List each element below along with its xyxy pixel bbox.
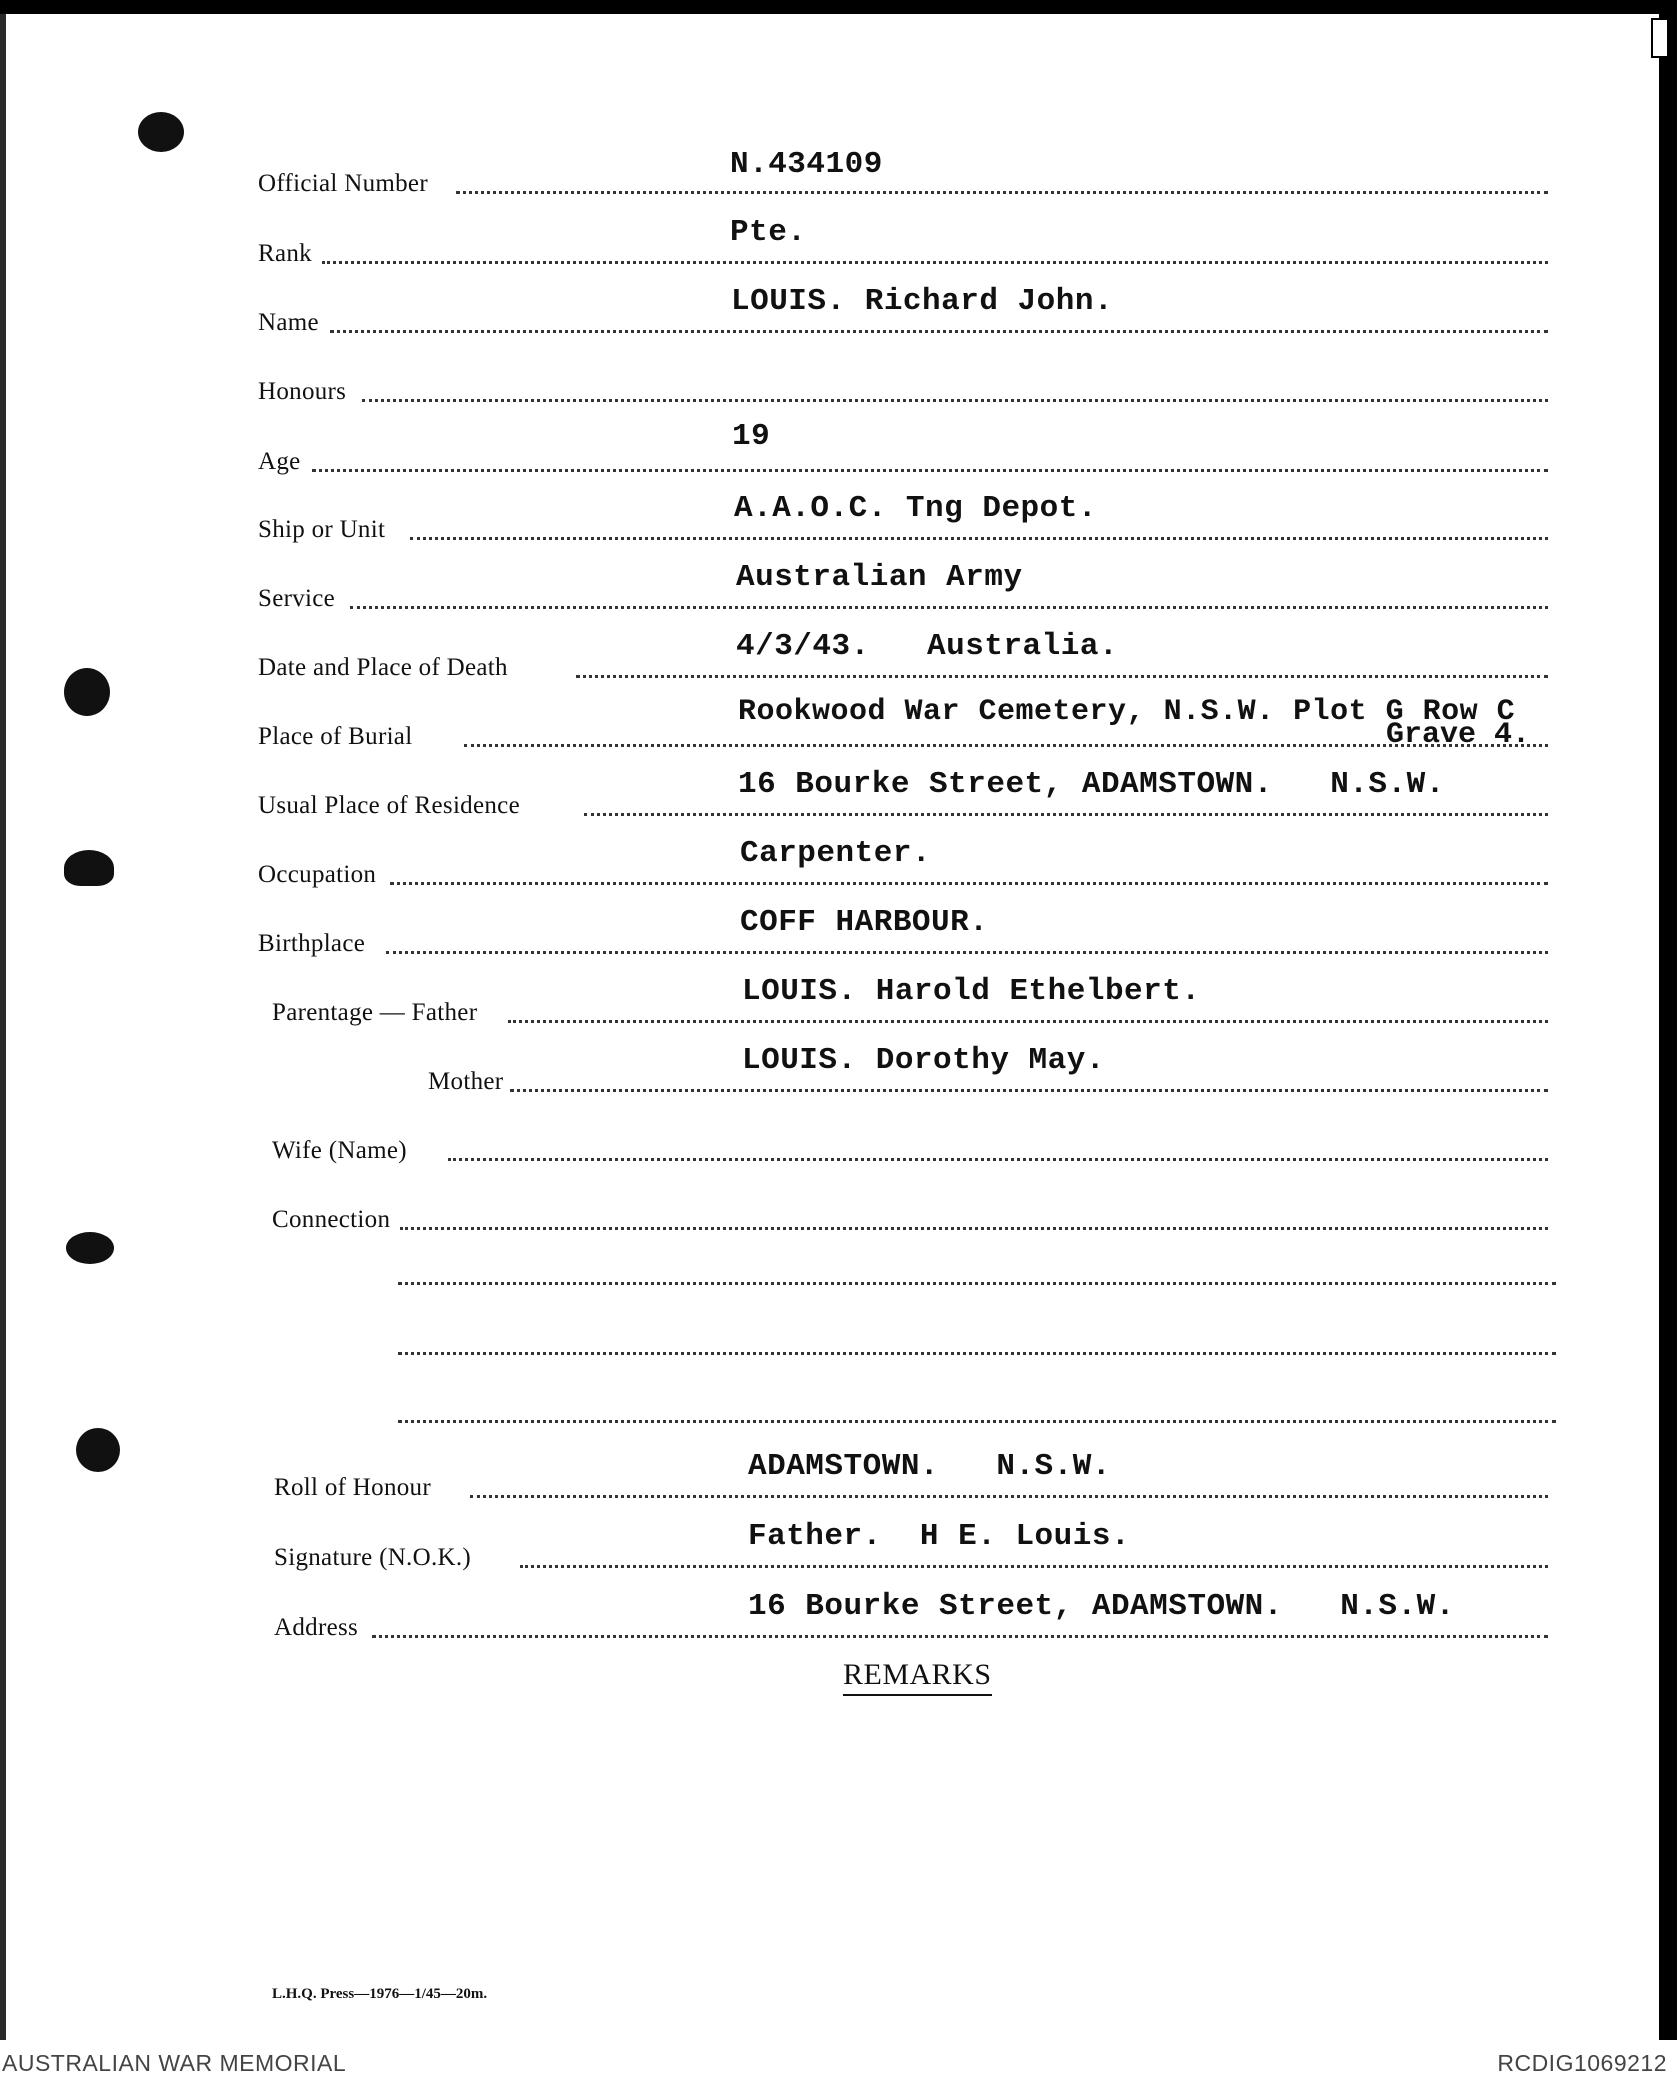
dotted-line [312,469,1548,472]
residence-row [258,766,1548,822]
remarks-heading: REMARKS [843,1658,992,1696]
official-number-label: Official Number [258,170,428,197]
father-row [258,973,1548,1029]
scan-corner-notch [1651,18,1669,58]
service-row [258,559,1548,615]
dotted-line [456,191,1548,194]
punch-hole-1 [138,112,184,152]
signature-row [258,1518,1548,1574]
dotted-line [322,261,1548,264]
address-row [258,1588,1548,1644]
scan-right-border [1659,0,1677,2040]
signature-label: Signature (N.O.K.) [274,1544,472,1571]
connection-label: Connection [272,1206,391,1233]
name-value: LOUIS. Richard John. [731,284,1114,319]
unit-value: A.A.O.C. Tng Depot. [734,491,1097,526]
address-value: 16 Bourke Street, ADAMSTOWN. N.S.W. [748,1589,1455,1624]
dotted-line [510,1089,1548,1092]
dotted-line [362,399,1548,402]
name-row [258,283,1548,339]
rank-label: Rank [258,240,312,267]
wife-row [258,1111,1548,1167]
address-label: Address [274,1614,359,1641]
dotted-line [400,1227,1548,1230]
roll-value: ADAMSTOWN. N.S.W. [748,1449,1111,1484]
birthplace-row [258,904,1548,960]
connection-line-3 [398,1352,1556,1355]
death-value: 4/3/43. Australia. [736,629,1119,664]
punch-hole-2 [64,668,110,716]
death-row [258,628,1548,684]
burial-row [258,697,1548,753]
dotted-line [584,813,1548,816]
dotted-line [350,606,1548,609]
unit-row [258,490,1548,546]
dotted-line [372,1635,1548,1638]
official-number-value: N.434109 [730,147,883,182]
dotted-line [470,1495,1548,1498]
rank-row [258,214,1548,270]
connection-line-2 [398,1282,1556,1285]
unit-label: Ship or Unit [258,516,386,543]
roll-row [258,1448,1548,1504]
father-value: LOUIS. Harold Ethelbert. [742,974,1201,1009]
rank-value: Pte. [730,215,807,250]
punch-hole-3 [64,850,114,886]
roll-label: Roll of Honour [274,1474,431,1501]
punch-hole-5 [76,1428,120,1472]
punch-hole-4 [66,1232,114,1264]
residence-label: Usual Place of Residence [258,792,520,819]
printer-imprint: L.H.Q. Press—1976—1/45—20m. [272,1986,488,2002]
age-value: 19 [732,419,771,454]
connection-row [258,1180,1548,1236]
father-label: Parentage — Father [272,999,478,1026]
service-label: Service [258,585,336,612]
burial-value: Rookwood War Cemetery, N.S.W. Plot G Row C [738,695,1516,729]
dotted-line [386,951,1548,954]
institution-label: AUSTRALIAN WAR MEMORIAL [2,2050,347,2076]
scan-left-border [0,14,6,2040]
occupation-value: Carpenter. [740,836,932,871]
dotted-line [330,330,1548,333]
signature-value: Father. H E. Louis. [748,1519,1131,1554]
burial-value-line2: Grave 4. [1386,718,1531,752]
dotted-line [448,1158,1548,1161]
service-value: Australian Army [736,560,1023,595]
mother-value: LOUIS. Dorothy May. [742,1043,1105,1078]
dotted-line [410,537,1548,540]
reference-number: RCDIG1069212 [1497,2050,1667,2076]
age-label: Age [258,448,301,475]
age-row [258,419,1548,478]
death-label: Date and Place of Death [258,654,508,681]
dotted-line [576,675,1548,678]
burial-label: Place of Burial [258,723,413,750]
dotted-line [520,1565,1548,1568]
wife-label: Wife (Name) [272,1137,407,1164]
name-label: Name [258,309,319,336]
occupation-row [258,835,1548,891]
scan-top-border [0,0,1677,14]
honours-label: Honours [258,378,347,405]
mother-row [258,1042,1548,1098]
connection-line-4 [398,1420,1556,1423]
birthplace-label: Birthplace [258,930,366,957]
mother-label: Mother [428,1068,504,1095]
occupation-label: Occupation [258,861,377,888]
official-number-row [258,144,1548,200]
honours-row [258,352,1548,408]
dotted-line [390,882,1548,885]
birthplace-value: COFF HARBOUR. [740,905,989,940]
dotted-line [508,1020,1548,1023]
residence-value: 16 Bourke Street, ADAMSTOWN. N.S.W. [738,767,1445,802]
